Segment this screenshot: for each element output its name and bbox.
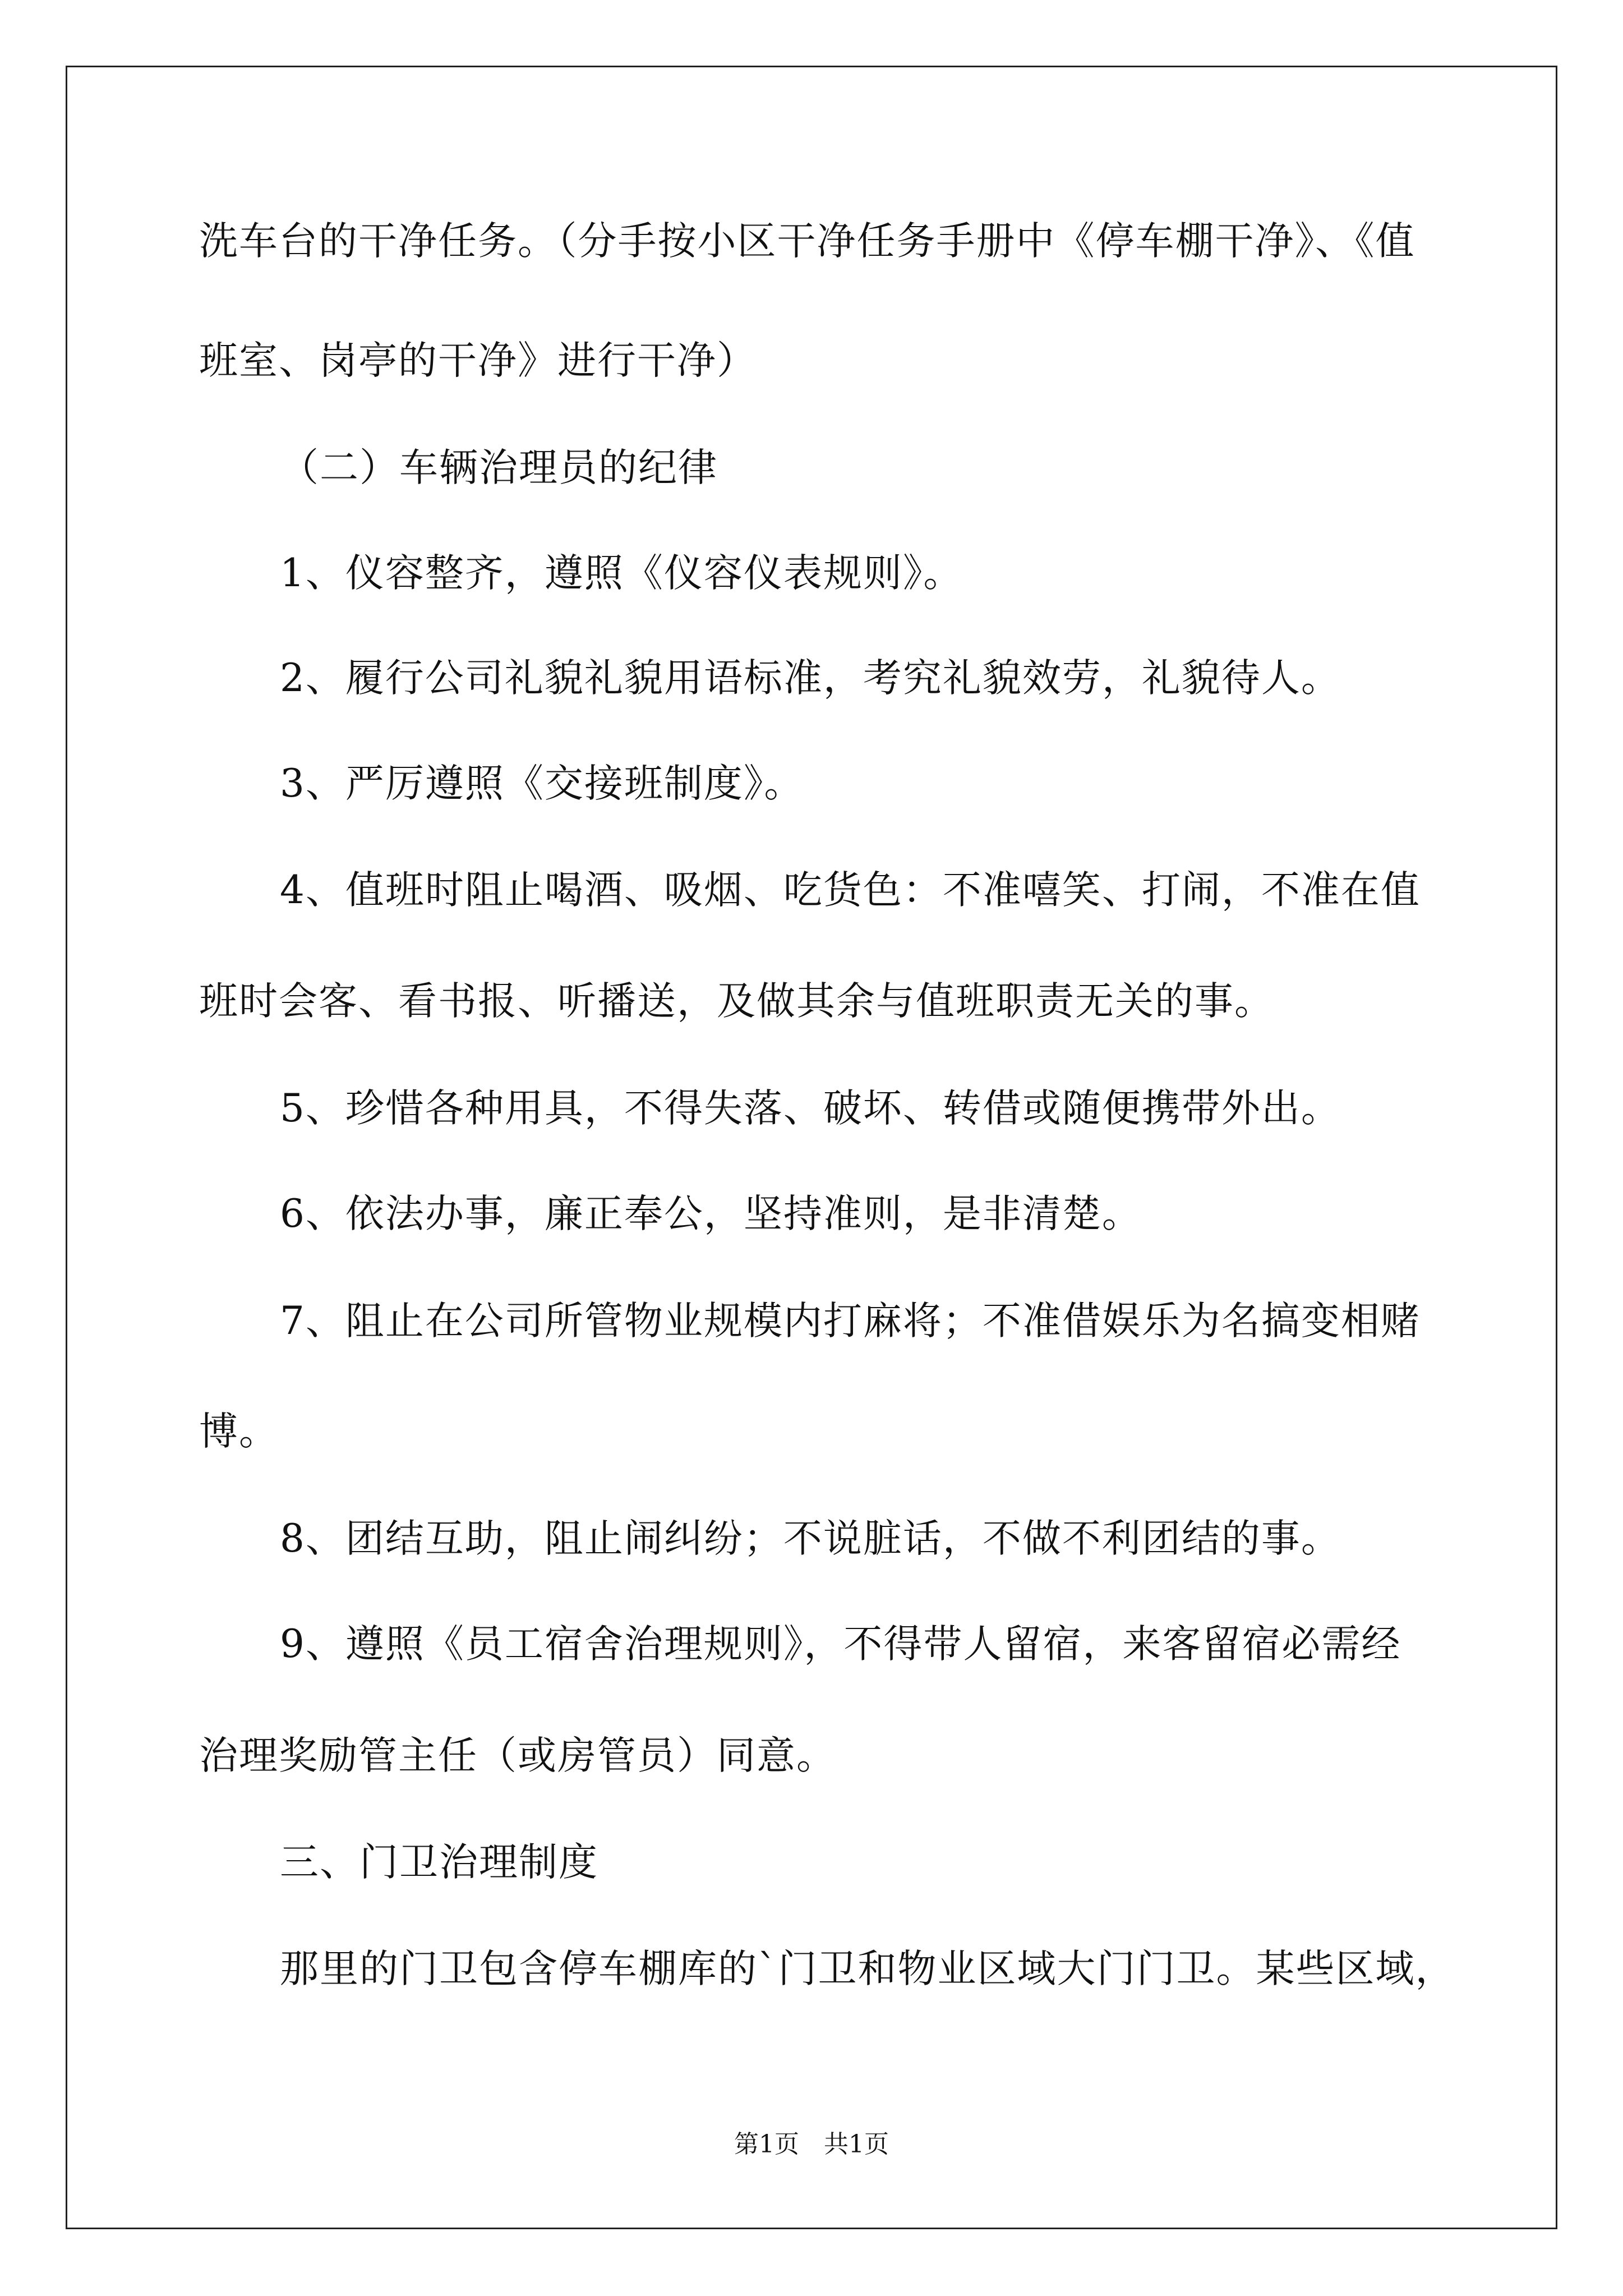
paragraph-line: 班时会客、看书报、听播送，及做其余与值班职责无关的事。	[199, 979, 1274, 1024]
list-item: 1、仪容整齐，遵照《仪容仪表规则》。	[280, 551, 963, 596]
paragraph-line: 那里的门卫包含停车棚库的`门卫和物业区域大门门卫。某些区域，	[280, 1947, 1455, 1991]
list-item: 2、履行公司礼貌礼貌用语标准，考究礼貌效劳，礼貌待人。	[280, 656, 1341, 701]
list-item: 6、依法办事，廉正奉公，坚持准则，是非清楚。	[280, 1191, 1142, 1236]
paragraph-line: 班室、岗亭的干净》进行干净）	[199, 338, 757, 383]
page-footer: 第1页 共1页	[734, 2130, 889, 2159]
list-item: 8、团结互助，阻止闹纠纷；不说脏话，不做不利团结的事。	[280, 1516, 1341, 1561]
list-item: 5、珍惜各种用具，不得失落、破坏、转借或随便携带外出。	[280, 1086, 1341, 1131]
section-heading: （二）车辆治理员的纪律	[280, 445, 718, 490]
list-item: 3、严厉遵照《交接班制度》。	[280, 761, 804, 806]
list-item: 7、阻止在公司所管物业规模内打麻将；不准借娱乐为名搞变相赌	[280, 1299, 1421, 1343]
page-border	[66, 66, 1557, 2229]
paragraph-line: 博。	[199, 1409, 279, 1454]
section-heading: 三、门卫治理制度	[280, 1840, 598, 1885]
paragraph-line: 洗车台的干净任务。（分手按小区干净任务手册中《停车棚干净》、《值	[199, 219, 1415, 264]
list-item: 9、遵照《员工宿舍治理规则》，不得带人留宿，来客留宿必需经	[280, 1622, 1401, 1667]
list-item: 4、值班时阻止喝酒、吸烟、吃货色：不准嘻笑、打闹，不准在值	[280, 868, 1421, 913]
paragraph-line: 治理奖励管主任（或房管员）同意。	[199, 1733, 836, 1778]
